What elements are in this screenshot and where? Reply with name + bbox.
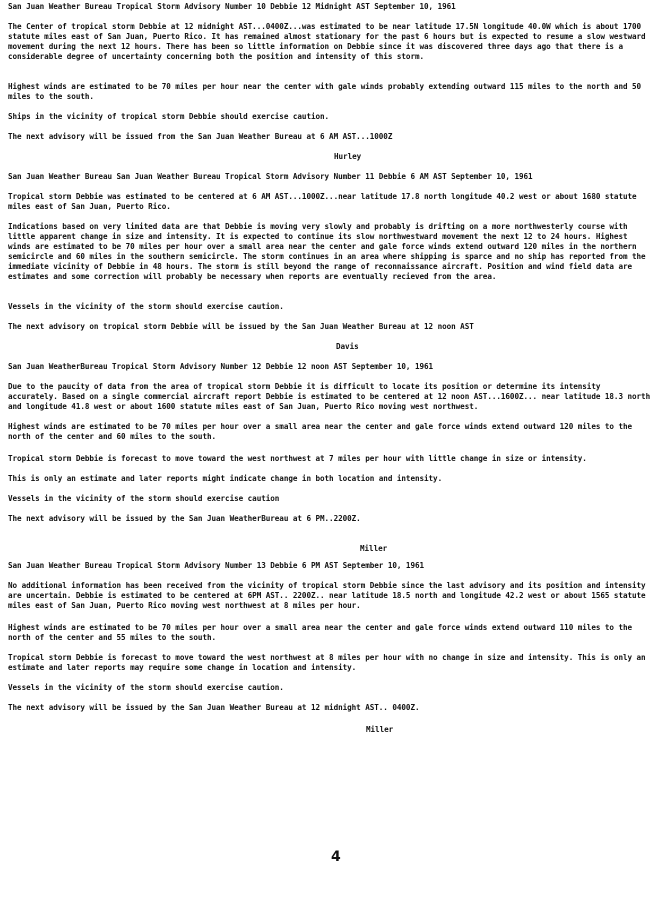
advisory-paragraph: Tropical storm Debbie is forecast to move toward the west northwest at 8 miles per hour with no change in size and intensity. This is only an estimate and later reports may require some change in location and intensity. — [8, 653, 646, 672]
advisory-paragraph: Due to the paucity of data from the area of tropical storm Debbie it is difficult to locate its position or determine its intensity accurately. Based on a single commercial aircraft report Debbie is estimated to be centered at 12 noon AST...1600Z... near latitude 18.3 north and longitude 41.8 west or about 1600 statute miles east of San Juan, Puerto Rico moving west northwest. — [8, 382, 651, 411]
advisory-paragraph: The next advisory will be issued by the San Juan WeatherBureau at 6 PM..2200Z. — [8, 514, 361, 523]
advisory-paragraph: This is only an estimate and later reports might indicate change in both location and intensity. — [8, 474, 443, 483]
advisory-paragraph: Vessels in the vicinity of the storm should exercise caution. — [8, 302, 284, 311]
advisory-signature: Davis — [336, 342, 359, 351]
advisory-paragraph: The next advisory will be issued from the San Juan Weather Bureau at 6 AM AST...1000Z — [8, 132, 393, 141]
advisory-paragraph: Tropical storm Debbie was estimated to be centered at 6 AM AST...1000Z...near latitude 17.8 north longitude 40.2 west or about 1680 statute miles east of San Juan, Puerto Rico. — [8, 192, 637, 211]
document-page — [8, 0, 654, 903]
advisory-paragraph: The Center of tropical storm Debbie at 12 midnight AST...0400Z...was estimated to be near latitude 17.5N longitude 40.0W which is about 1700 statute miles east of San Juan, Puerto Rico. It has remained almost stationary for the past 6 hours but is expected to resume a slow westward movement during the next 12 hours. There has been so little information on Debbie since it was discovered three days ago that there is a considerable degree of uncertainty concerning both the position and intensity of this storm. — [8, 22, 646, 61]
advisory-paragraph: Vessels in the vicinity of the storm should exercise caution — [8, 494, 280, 503]
advisory-13 — [8, 561, 654, 734]
advisory-paragraph: Ships in the vicinity of tropical storm Debbie should exercise caution. — [8, 112, 330, 121]
advisory-paragraph: Indications based on very limited data are that Debbie is moving very slowly and probably is drifting on a more northwesterly course with little apparent change in size and intensity. It is expected to continue its slow northwestward movement the next 12 to 24 hours. Highest winds are estimated to be 70 miles per hour over a small area near the center and gale force winds extend outward 120 miles in the northern semicircle and 60 miles in the southern semicircle. The storm continues in an area where shipping is sparce and no ship has reported from the immediate vicinity of Debbie in 48 hours. The storm is still beyond the range of reconnaissance aircraft. Position and wind field data are estimates and some correction will probably be necessary when reports are eventually recieved from the area. — [8, 222, 646, 281]
advisory-12 — [8, 362, 654, 553]
advisory-paragraph: Tropical storm Debbie is forecast to move toward the west northwest at 7 miles per hour with little change in size or intensity. — [8, 454, 587, 463]
advisory-paragraph: Vessels in the vicinity of the storm should exercise caution. — [8, 683, 284, 692]
advisory-paragraph: No additional information has been received from the vicinity of tropical storm Debbie since the last advisory and its position and intensity are uncertain. Debbie is estimated to be centered at 6PM AST.. 2200Z.. near latitude 18.5 north and longitude 42.2 west or about 1565 statute miles east of San Juan, Puerto Rico moving west northwest at 8 miles per hour. — [8, 581, 646, 610]
advisory-paragraph: The next advisory on tropical storm Debbie will be issued by the San Juan Weather Bureau at 12 noon AST — [8, 322, 474, 331]
page-number: 4 — [331, 849, 341, 865]
advisory-signature: Miller — [360, 544, 388, 553]
advisory-header: San Juan Weather Bureau San Juan Weather Bureau Tropical Storm Advisory Number 11 Debbie 6 AM AST September 10, 1961 — [8, 172, 533, 181]
advisory-header: San Juan Weather Bureau Tropical Storm Advisory Number 10 Debbie 12 Midnight AST September 10, 1961 — [8, 2, 456, 11]
advisory-paragraph: The next advisory will be issued by the San Juan Weather Bureau at 12 midnight AST.. 0400Z. — [8, 703, 420, 712]
advisory-paragraph: Highest winds are estimated to be 70 miles per hour near the center with gale winds probably extending outward 115 miles to the north and 50 miles to the south. — [8, 82, 642, 101]
advisory-header: San Juan WeatherBureau Tropical Storm Advisory Number 12 Debbie 12 noon AST September 10, 1961 — [8, 362, 434, 371]
advisory-paragraph: Highest winds are estimated to be 70 miles per hour over a small area near the center and gale force winds extend outward 120 miles to the north of the center and 60 miles to the south. — [8, 422, 633, 441]
advisory-header: San Juan Weather Bureau Tropical Storm Advisory Number 13 Debbie 6 PM AST September 10, 1961 — [8, 561, 425, 570]
advisory-11 — [8, 172, 654, 351]
advisory-10 — [8, 2, 654, 161]
advisory-signature: Miller — [366, 725, 394, 734]
advisory-signature: Hurley — [334, 152, 362, 161]
advisory-paragraph: Highest winds are estimated to be 70 miles per hour over a small area near the center and gale force winds extend outward 110 miles to the north of the center and 55 miles to the south. — [8, 623, 633, 642]
